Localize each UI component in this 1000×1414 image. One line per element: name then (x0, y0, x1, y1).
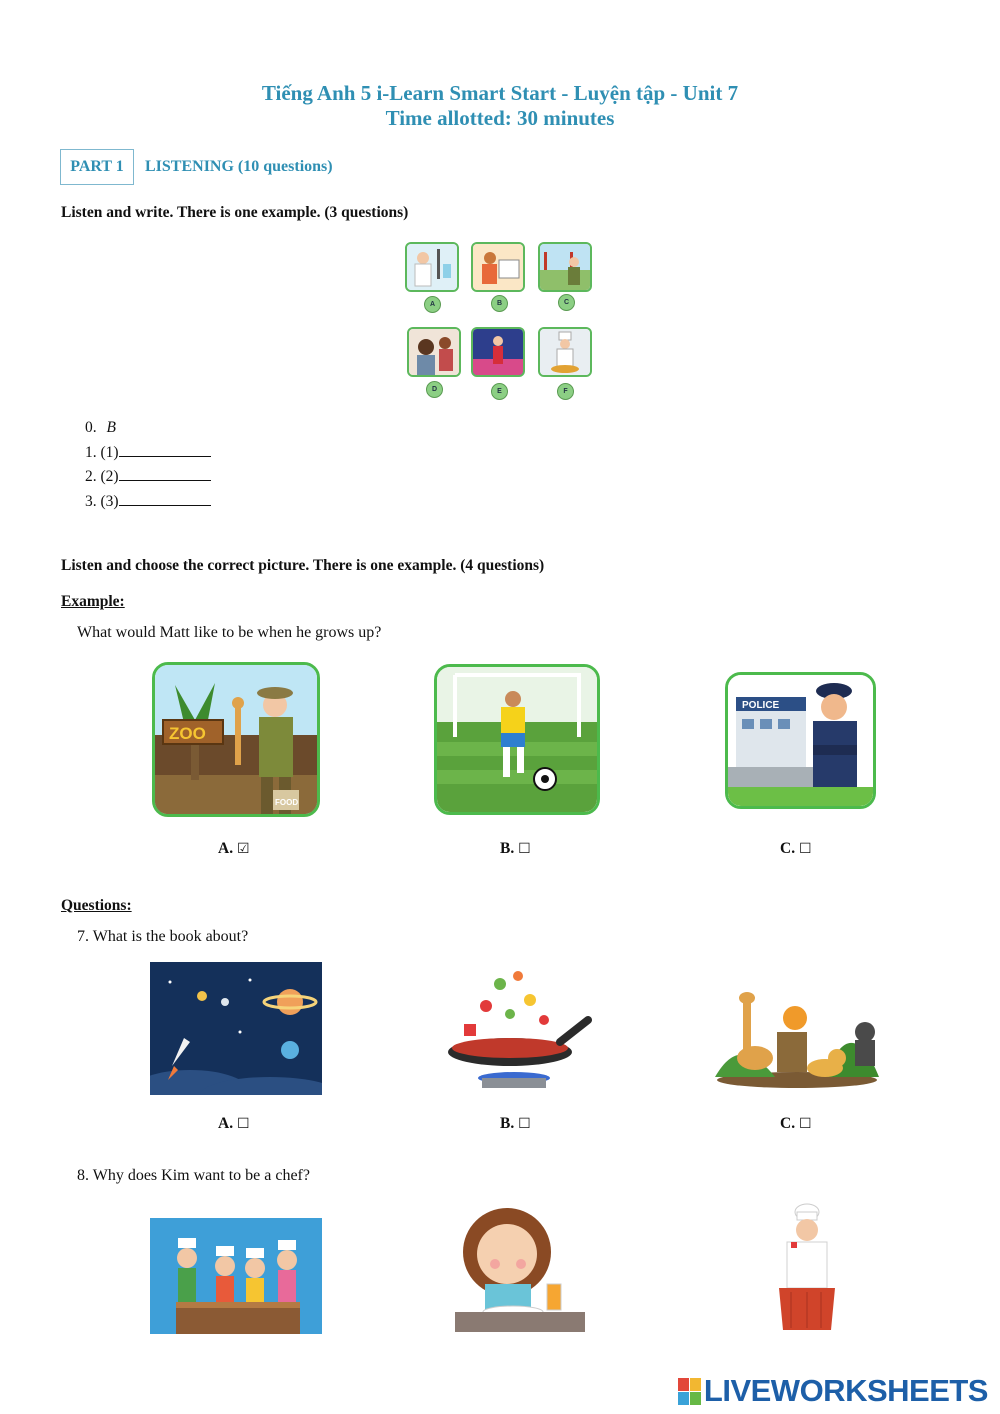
police-sign-text: POLICE (742, 700, 780, 711)
time-allotted: Time allotted: 30 minutes (385, 106, 615, 130)
option-letter: A. (218, 840, 234, 857)
checkbox[interactable]: ☐ (518, 1116, 531, 1132)
worksheet-title: Tiếng Anh 5 i-Learn Smart Start - Luyện tập - Unit 7 (261, 81, 739, 105)
chef-woman-picture (715, 1202, 883, 1334)
checkbox[interactable]: ☐ (798, 841, 812, 857)
soccer-player-picture (434, 664, 600, 815)
logo-tile (690, 1392, 701, 1405)
example-question: What would Matt like to be when he grows up? (77, 624, 382, 641)
singer-picture (471, 327, 525, 377)
liveworksheets-logo-icon (678, 1378, 700, 1404)
option-letter: A. (218, 1115, 234, 1132)
checkbox[interactable]: ☐ (518, 841, 531, 857)
jobs-picture-grid (405, 240, 595, 405)
questions-heading: Questions: (61, 897, 132, 914)
badge-B: B (491, 295, 508, 312)
zookeeper-picture (152, 662, 320, 817)
example-answer: B (106, 419, 116, 436)
scientist-picture (405, 242, 459, 292)
answer-label: (2) (100, 468, 119, 485)
logo-tile (678, 1392, 689, 1405)
example-answer-row (85, 416, 211, 441)
section2-instruction: Listen and choose the correct picture. There is one example. (4 questions) (61, 557, 545, 574)
q7-option-A[interactable] (218, 1115, 250, 1133)
question-7: 7. What is the book about? (77, 928, 249, 945)
answer-input-3[interactable] (119, 492, 211, 506)
food-label-text: FOOD (275, 798, 299, 807)
example-option-C[interactable] (780, 840, 812, 858)
wild-animals-picture (715, 982, 879, 1088)
artist-picture (471, 242, 525, 292)
option-letter: C. (780, 1115, 796, 1132)
watermark-text: LIVEWORKSHEETS (703, 1373, 988, 1408)
tour-guide-picture (538, 242, 592, 292)
answer-row-1 (85, 441, 211, 466)
answer-label: (3) (100, 492, 119, 510)
badge-D: D (426, 381, 443, 398)
badge-E: E (491, 383, 508, 400)
logo-tile (678, 1378, 689, 1391)
example-heading: Example: (61, 593, 125, 610)
option-letter: C. (780, 840, 796, 857)
cooking-pan-picture (440, 962, 592, 1092)
answer-row-3 (85, 490, 211, 515)
checkbox[interactable]: ☐ (798, 1116, 812, 1132)
girl-eating-picture (455, 1204, 585, 1332)
zoo-sign-text: ZOO (169, 724, 206, 743)
option-letter: B. (500, 1115, 515, 1132)
q7-option-C[interactable] (780, 1115, 812, 1133)
badge-C: C (558, 294, 575, 311)
answer-number: 3. (85, 492, 97, 510)
question-8: 8. Why does Kim want to be a chef? (77, 1167, 310, 1184)
option-letter: B. (500, 840, 515, 857)
logo-tile (690, 1378, 701, 1391)
answer-row-2 (85, 465, 211, 490)
section1-instruction: Listen and write. There is one example. (3 questions) (61, 204, 409, 221)
badge-A: A (424, 296, 441, 313)
answer-input-1[interactable] (119, 443, 211, 457)
checkbox[interactable]: ☐ (236, 1116, 250, 1132)
answer-number: 2. (85, 468, 97, 485)
answer-list (85, 416, 211, 514)
police-officer-picture (725, 672, 876, 809)
answer-label: (1) (100, 443, 119, 461)
badge-F: F (557, 383, 574, 400)
space-picture (150, 962, 322, 1095)
checked-checkbox[interactable]: ☑ (236, 841, 250, 857)
example-option-B[interactable] (500, 840, 531, 858)
answer-number: 1. (85, 443, 97, 461)
answer-input-2[interactable] (119, 467, 211, 481)
part-label: LISTENING (10 questions) (145, 158, 333, 175)
kids-cooking-picture (150, 1218, 322, 1334)
liveworksheets-watermark (678, 1374, 988, 1408)
q7-option-B[interactable] (500, 1115, 531, 1133)
part-number-box: PART 1 (60, 149, 134, 185)
hairdresser-picture (407, 327, 461, 377)
chef-picture (538, 327, 592, 377)
example-number: 0. (85, 419, 97, 436)
example-option-A[interactable] (218, 840, 250, 858)
